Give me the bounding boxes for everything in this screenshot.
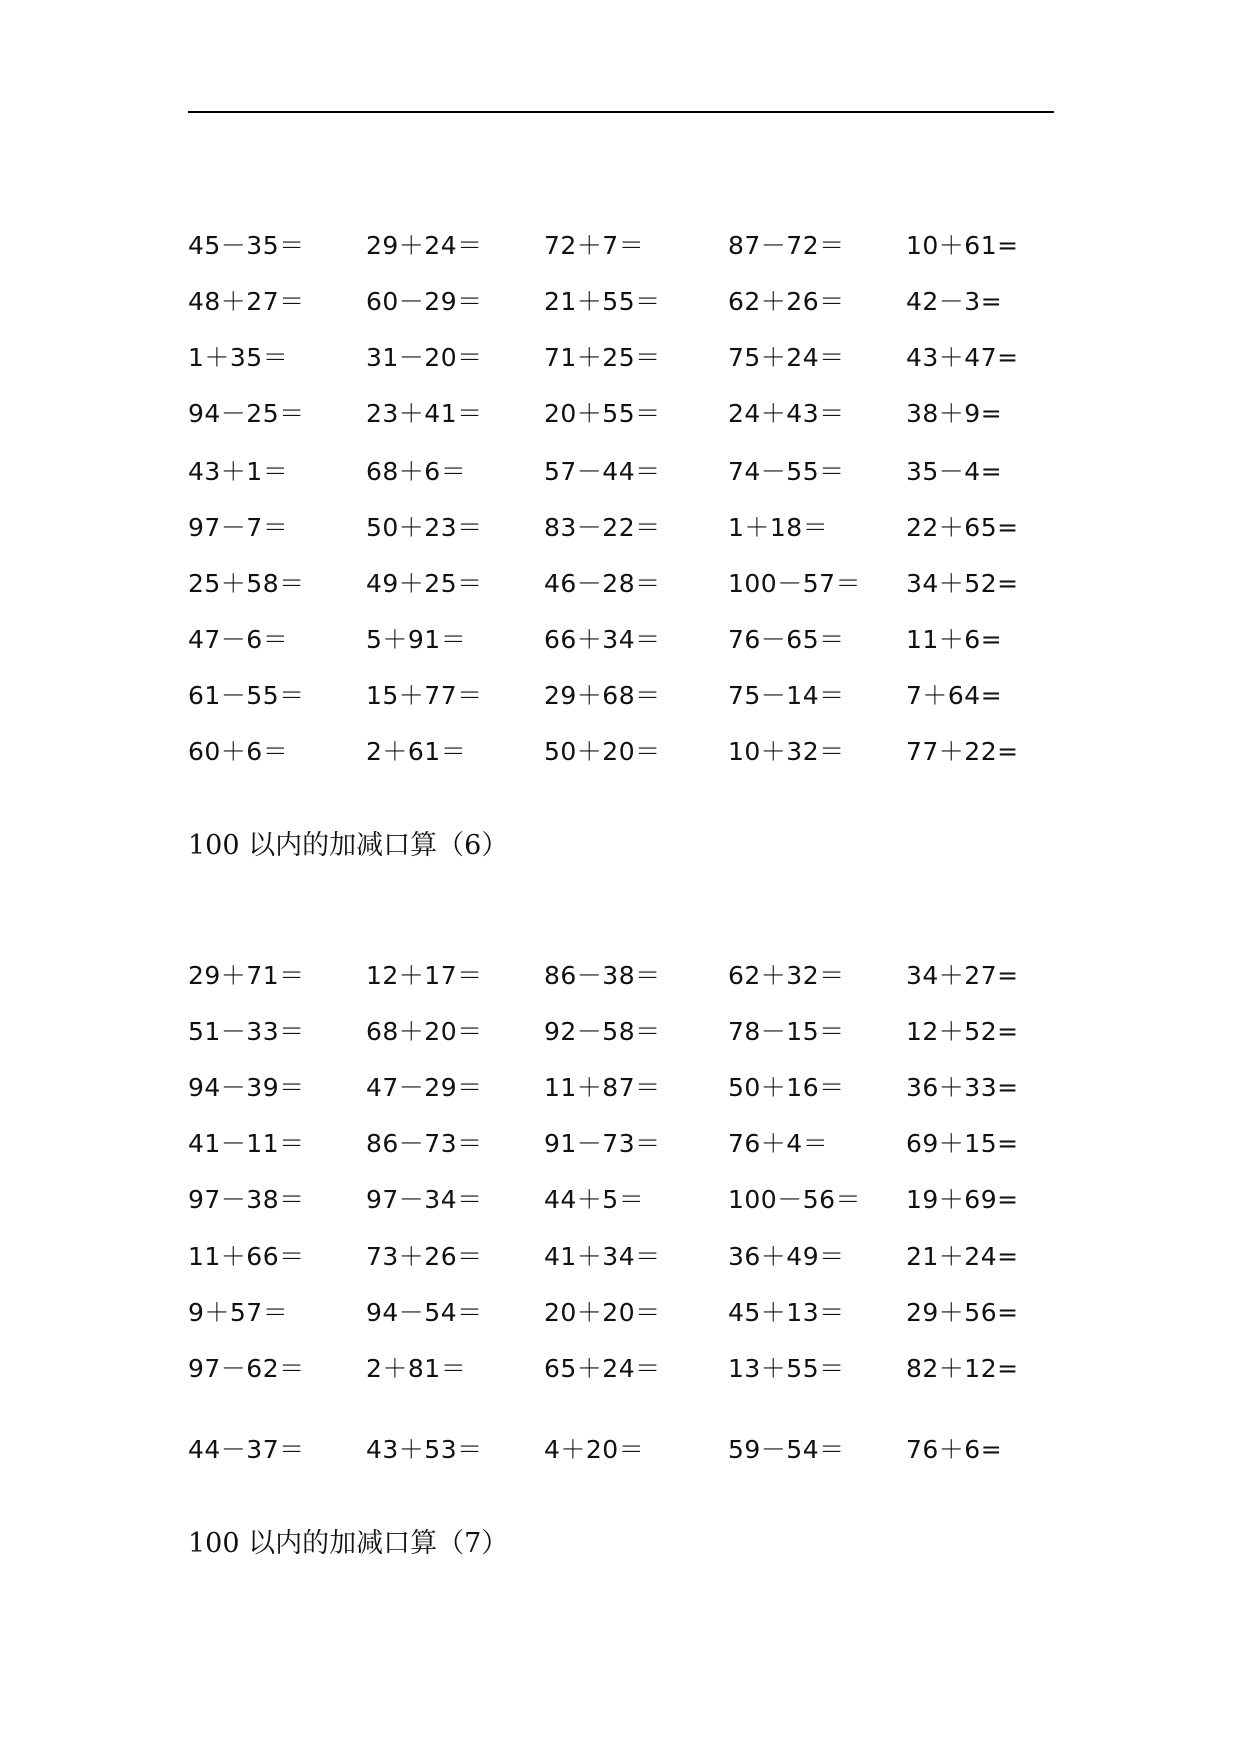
problem: 20＋20＝ [544,1298,661,1327]
problem-row [0,338,1241,378]
problem: 29＋24＝ [366,231,483,260]
problem-row [0,1237,1241,1277]
problem-row [0,452,1241,492]
problem: 69＋15= [906,1129,1019,1158]
problem: 94－39＝ [188,1073,305,1102]
problem: 11＋6= [906,625,1003,654]
problem: 2＋81＝ [366,1354,467,1383]
problem: 60－29＝ [366,287,483,316]
problem: 68＋6＝ [366,457,467,486]
problem: 23＋41＝ [366,399,483,428]
problem: 82＋12= [906,1354,1019,1383]
problem: 49＋25＝ [366,569,483,598]
problem: 44＋5＝ [544,1185,645,1214]
problem: 29＋71＝ [188,961,305,990]
problem: 97－34＝ [366,1185,483,1214]
problem: 46－28＝ [544,569,661,598]
problem-row [0,508,1241,548]
problem: 77＋22= [906,737,1019,766]
problem: 50＋20＝ [544,737,661,766]
problem: 36＋49＝ [728,1242,845,1271]
problem-row [0,282,1241,322]
problem: 97－38＝ [188,1185,305,1214]
problem: 22＋65= [906,513,1019,542]
problem: 41＋34＝ [544,1242,661,1271]
problem: 34＋52= [906,569,1019,598]
problem: 11＋87＝ [544,1073,661,1102]
problem: 100－57＝ [728,569,862,598]
problem: 29＋56= [906,1298,1019,1327]
problem: 31－20＝ [366,343,483,372]
problem: 92－58＝ [544,1017,661,1046]
problem: 11＋66＝ [188,1242,305,1271]
problem: 66＋34＝ [544,625,661,654]
problem: 50＋16＝ [728,1073,845,1102]
problem: 62＋26＝ [728,287,845,316]
problem: 71＋25＝ [544,343,661,372]
problem: 97－62＝ [188,1354,305,1383]
problem: 59－54＝ [728,1435,845,1464]
problem: 15＋77＝ [366,681,483,710]
problem-row [0,956,1241,996]
problem: 76－65＝ [728,625,845,654]
problem: 74－55＝ [728,457,845,486]
problem: 97－7＝ [188,513,289,542]
problem: 61－55＝ [188,681,305,710]
problem: 35－4= [906,457,1003,486]
problem: 24＋43＝ [728,399,845,428]
problem: 45＋13＝ [728,1298,845,1327]
problem: 75－14＝ [728,681,845,710]
problem: 36＋33= [906,1073,1019,1102]
problem-row [0,1430,1241,1470]
problem: 44－37＝ [188,1435,305,1464]
problem: 9＋57＝ [188,1298,289,1327]
problem: 75＋24＝ [728,343,845,372]
problem: 50＋23＝ [366,513,483,542]
problem: 12＋52= [906,1017,1019,1046]
problem: 94－54＝ [366,1298,483,1327]
problem: 2＋61＝ [366,737,467,766]
problem: 86－38＝ [544,961,661,990]
problem: 60＋6＝ [188,737,289,766]
problem: 21＋24= [906,1242,1019,1271]
problem: 94－25＝ [188,399,305,428]
problem: 83－22＝ [544,513,661,542]
problem-row [0,226,1241,266]
top-rule [188,111,1054,113]
problem: 65＋24＝ [544,1354,661,1383]
problem: 20＋55＝ [544,399,661,428]
problem: 43＋47= [906,343,1019,372]
problem: 5＋91＝ [366,625,467,654]
problem: 87－72＝ [728,231,845,260]
section-heading: 100 以内的加减口算（7） [188,1528,509,1559]
problem: 76＋6= [906,1435,1003,1464]
problem-row [0,620,1241,660]
problem: 13＋55＝ [728,1354,845,1383]
problem: 78－15＝ [728,1017,845,1046]
problem: 47－29＝ [366,1073,483,1102]
problem: 7＋64= [906,681,1003,710]
problem: 19＋69= [906,1185,1019,1214]
problem: 4＋20＝ [544,1435,645,1464]
problem-row [0,1068,1241,1108]
problem: 42－3= [906,287,1003,316]
problem: 43＋1＝ [188,457,289,486]
problem-row [0,1012,1241,1052]
problem: 12＋17＝ [366,961,483,990]
problem-row [0,676,1241,716]
problem-row [0,1124,1241,1164]
problem-row [0,732,1241,772]
problem-row [0,1349,1241,1389]
problem-row [0,1293,1241,1333]
problem: 91－73＝ [544,1129,661,1158]
problem: 72＋7＝ [544,231,645,260]
problem: 1＋18＝ [728,513,829,542]
problem-row [0,1180,1241,1220]
problem: 76＋4＝ [728,1129,829,1158]
problem: 73＋26＝ [366,1242,483,1271]
problem: 45－35＝ [188,231,305,260]
problem: 68＋20＝ [366,1017,483,1046]
problem: 100－56＝ [728,1185,862,1214]
problem: 41－11＝ [188,1129,305,1158]
problem: 43＋53＝ [366,1435,483,1464]
problem: 10＋61= [906,231,1019,260]
problem: 29＋68＝ [544,681,661,710]
problem: 51－33＝ [188,1017,305,1046]
problem: 48＋27＝ [188,287,305,316]
problem: 21＋55＝ [544,287,661,316]
problem: 57－44＝ [544,457,661,486]
problem: 38＋9= [906,399,1003,428]
problem: 86－73＝ [366,1129,483,1158]
problem: 47－6＝ [188,625,289,654]
problem: 34＋27= [906,961,1019,990]
problem: 1＋35＝ [188,343,289,372]
problem: 25＋58＝ [188,569,305,598]
problem-row [0,564,1241,604]
section-heading: 100 以内的加减口算（6） [188,830,509,861]
problem: 62＋32＝ [728,961,845,990]
problem-row [0,394,1241,434]
problem: 10＋32＝ [728,737,845,766]
